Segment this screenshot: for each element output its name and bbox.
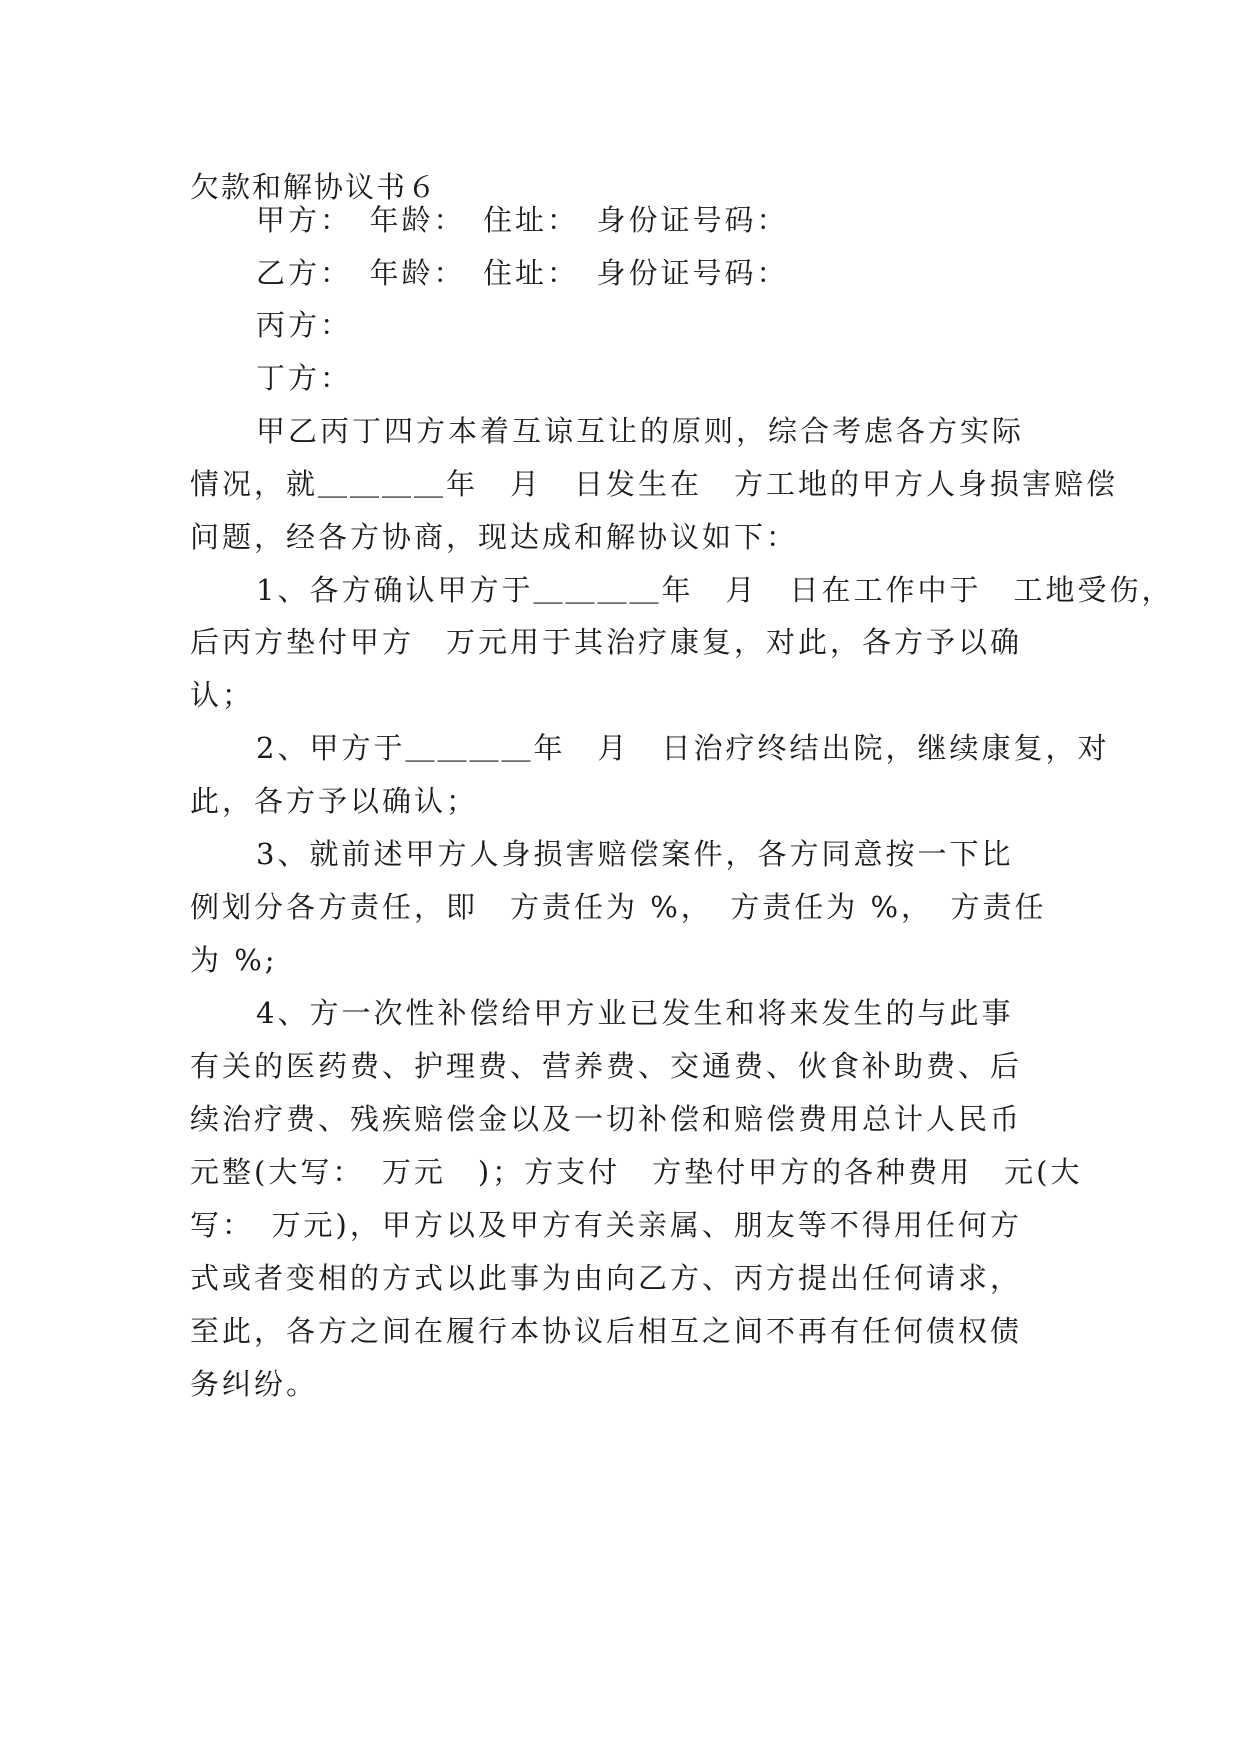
clause-4-line: 4、方一次性补偿给甲方业已发生和将来发生的与此事	[256, 996, 1014, 1030]
intro-paragraph-line: 甲乙丙丁四方本着互谅互让的原则，综合考虑各方实际	[256, 414, 1025, 448]
party-d-line: 丁方：	[256, 361, 353, 395]
clause-4-line: 式或者变相的方式以此事为由向乙方、丙方提出任何请求，	[190, 1261, 1023, 1295]
clause-4-line: 元整(大写： 万元 )；方支付 方垫付甲方的各种费用 元(大	[190, 1155, 1083, 1189]
clause-3-line: 为 %;	[190, 943, 278, 977]
clause-2-line: 2、甲方于＿＿＿＿年 月 日治疗终结出院，继续康复，对	[256, 731, 1110, 765]
intro-paragraph-line: 情况，就＿＿＿＿年 月 日发生在 方工地的甲方人身损害赔偿	[190, 467, 1119, 501]
clause-4-line: 至此，各方之间在履行本协议后相互之间不再有任何债权债	[190, 1314, 1023, 1348]
clause-4-line: 写： 万元)，甲方以及甲方有关亲属、朋友等不得用任何方	[190, 1208, 1022, 1242]
document-title: 欠款和解协议书６	[190, 170, 439, 204]
clause-3-line: 3、就前述甲方人身损害赔偿案件，各方同意按一下比	[256, 837, 1014, 871]
party-c-line: 丙方：	[256, 308, 353, 342]
clause-4-line: 务纠纷。	[190, 1367, 319, 1401]
clause-4-line: 有关的医药费、护理费、营养费、交通费、伙食补助费、后	[190, 1049, 1023, 1083]
clause-1-line: 1、各方确认甲方于＿＿＿＿年 月 日在工作中于 工地受伤，	[256, 573, 1174, 607]
clause-4-line: 续治疗费、残疾赔偿金以及一切补偿和赔偿费用总计人民币	[190, 1102, 1023, 1136]
clause-2-line: 此，各方予以确认；	[190, 784, 479, 818]
party-a-line: 甲方： 年龄： 住址： 身份证号码：	[256, 203, 789, 237]
clause-1-line: 认；	[190, 678, 255, 712]
clause-3-line: 例划分各方责任，即 方责任为 %， 方责任为 %， 方责任	[190, 890, 1047, 924]
intro-paragraph-line: 问题，经各方协商，现达成和解协议如下：	[190, 520, 799, 554]
clause-1-line: 后丙方垫付甲方 万元用于其治疗康复，对此，各方予以确	[190, 625, 1023, 659]
party-b-line: 乙方： 年龄： 住址： 身份证号码：	[256, 256, 789, 290]
